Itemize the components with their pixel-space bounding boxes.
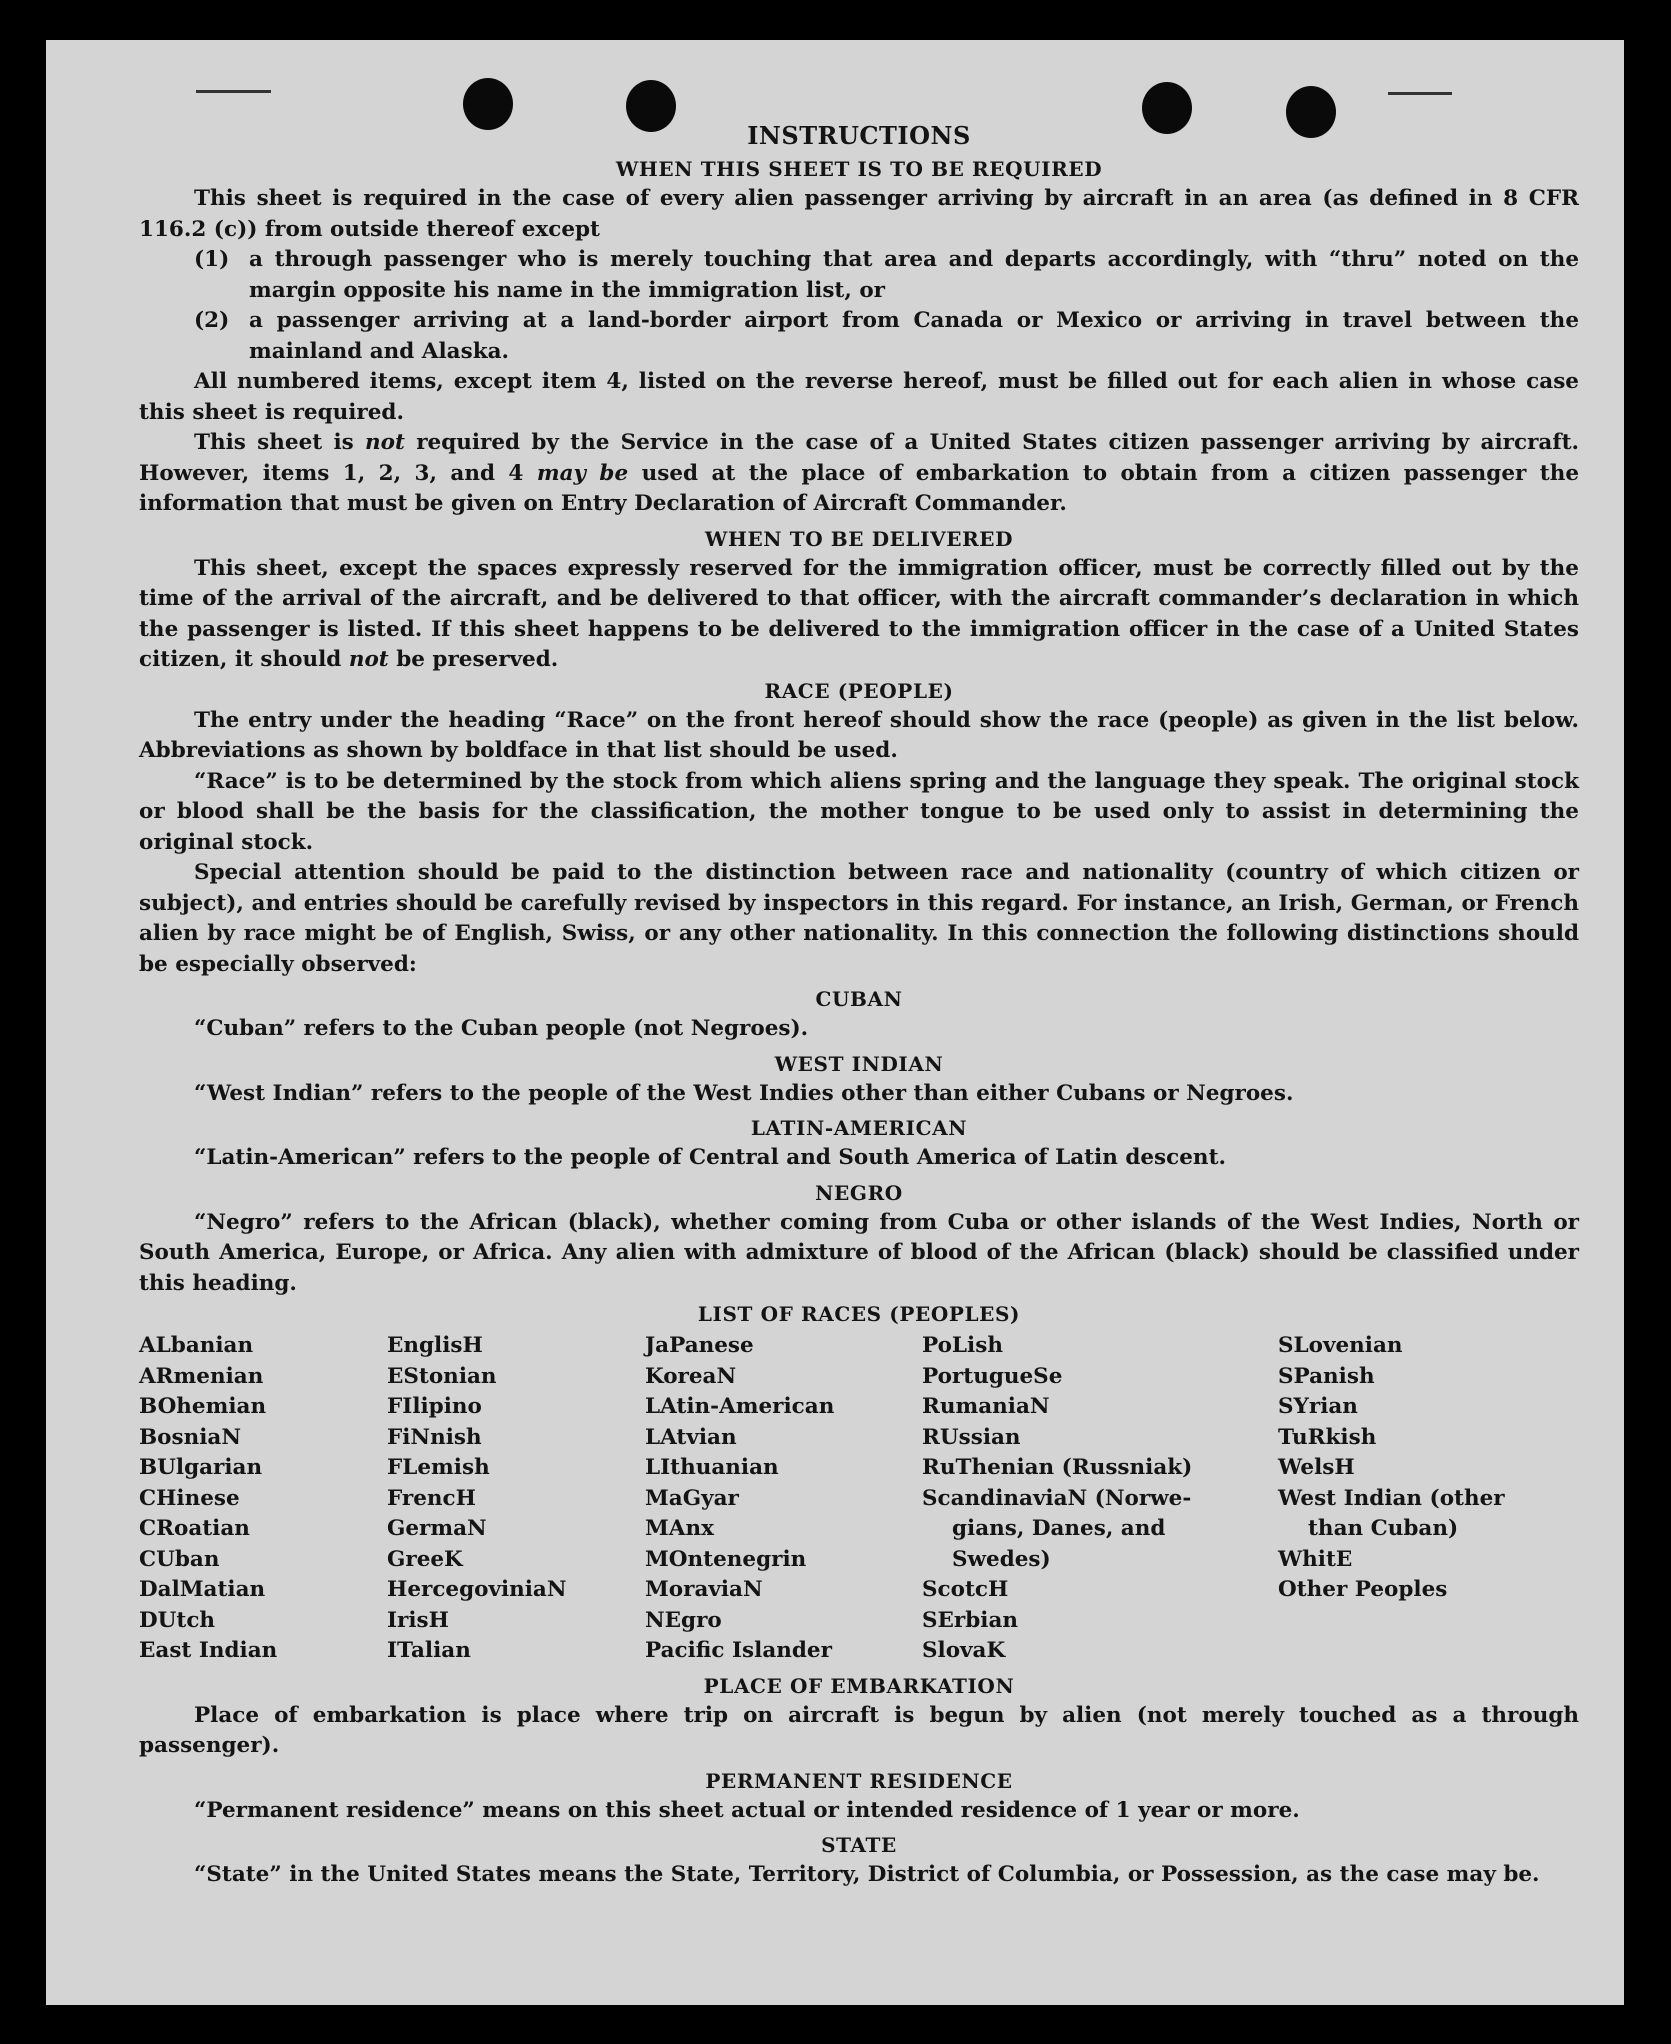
race-entry: ALbanian [139, 1333, 254, 1358]
race-entry: EnglisH [387, 1333, 483, 1358]
race-entry: SErbian [922, 1607, 1019, 1633]
race-entry: LIthuanian [645, 1455, 779, 1480]
race-entry: RuThenian (Russniak) [922, 1455, 1193, 1480]
paragraph: All numbered items, except item 4, listed on the reverse hereof, must be filled out for each alien in whose case this sheet is required. [139, 369, 1579, 425]
race-entry: RUssian [922, 1424, 1021, 1450]
race-entry: BOhemian [139, 1394, 267, 1419]
race-column [645, 1331, 922, 1667]
race-column [1278, 1331, 1528, 1667]
race-entry: BUlgarian [139, 1455, 263, 1480]
margin-mark [196, 90, 271, 93]
race-entry: DalMatian [139, 1577, 266, 1602]
race-entry: ITalian [387, 1638, 471, 1663]
section-heading: LIST OF RACES (PEOPLES) [697, 1302, 1021, 1326]
paragraph: This sheet is required in the case of every alien passenger arriving by aircraft in an area (as defined in 8 CFR 116.2 (c)) from outside thereof except [139, 186, 1579, 242]
race-entry: gians, Danes, and [952, 1516, 1166, 1541]
item-number: (1) [194, 247, 230, 272]
list-item [194, 245, 1579, 306]
section-heading: NEGRO [815, 1180, 903, 1205]
race-entry: RumaniaN [922, 1394, 1050, 1419]
race-entry: SYrian [1278, 1394, 1358, 1419]
list-item [194, 306, 1579, 367]
race-entry: LAtin-American [645, 1394, 835, 1419]
margin-mark [1388, 92, 1452, 95]
race-entry: GreeK [387, 1546, 463, 1572]
paragraph: The entry under the heading “Race” on the front hereof should show the race (people) as given in the list below. Abbreviations as shown by boldface in that list should be used. [139, 707, 1579, 763]
race-entry: Pacific Islander [645, 1638, 832, 1663]
section-heading: RACE (PEOPLE) [764, 678, 954, 703]
document-sheet [46, 40, 1624, 2005]
paragraph: This sheet is not required by the Service in the case of a United States citizen passenger arriving by aircraft. However, items 1, 2, 3, and 4 may be used at the place of embarkation to obtain from a citizen passenger the information that must be given on Entry Declaration of Aircraft Commander. [139, 430, 1579, 516]
race-entry: ScandinaviaN (Norwe- [922, 1485, 1192, 1511]
race-column [139, 1331, 387, 1667]
paragraph: “Latin-American” refers to the people of Central and South America of Latin descent. [194, 1145, 1226, 1170]
race-entry: ARmenian [139, 1363, 264, 1389]
race-entry: CRoatian [139, 1516, 250, 1541]
paragraph: “Permanent residence” means on this sheet actual or intended residence of 1 year or more. [194, 1797, 1300, 1823]
race-entry: TuRkish [1278, 1424, 1377, 1450]
race-entry: than Cuban) [1308, 1516, 1459, 1541]
race-entry: CHinese [139, 1485, 240, 1511]
item-number: (2) [194, 308, 230, 333]
race-entry: East Indian [139, 1638, 278, 1663]
race-entry: LAtvian [645, 1424, 737, 1450]
race-entry: EStonian [387, 1363, 497, 1389]
section-heading: LATIN-AMERICAN [750, 1116, 968, 1140]
item-text: a passenger arriving at a land-border airport from Canada or Mexico or arriving in travel between the mainland and Alaska. [249, 308, 1579, 364]
section-heading: CUBAN [815, 987, 903, 1011]
race-entry: SLovenian [1278, 1333, 1403, 1358]
race-entry: Other Peoples [1278, 1577, 1448, 1602]
section-heading: WHEN THIS SHEET IS TO BE REQUIRED [615, 157, 1103, 181]
race-entry: West Indian (other [1278, 1485, 1505, 1511]
race-entry: FLemish [387, 1455, 490, 1480]
race-entry: IrisH [387, 1607, 449, 1633]
race-entry: SlovaK [922, 1638, 1006, 1663]
race-entry: SPanish [1278, 1363, 1375, 1389]
section-heading: WHEN TO BE DELIVERED [704, 526, 1014, 551]
race-entry: PoLish [922, 1333, 1003, 1358]
section-heading: PERMANENT RESIDENCE [705, 1768, 1013, 1793]
paragraph: “West Indian” refers to the people of the West Indies other than either Cubans or Negroes. [194, 1080, 1294, 1106]
race-entry: GermaN [387, 1516, 487, 1541]
paragraph: “State” in the United States means the State, Territory, District of Columbia, or Possession, as the case may be. [194, 1862, 1540, 1887]
race-entry: ScotcH [922, 1577, 1009, 1602]
race-entry: MOntenegrin [645, 1546, 807, 1572]
paragraph: “Race” is to be determined by the stock from which aliens spring and the language they speak. The original stock or blood shall be the basis for the classification, the mother tongue to be used only to assist in determining the original stock. [139, 768, 1579, 855]
race-column [387, 1331, 645, 1667]
race-entry: KoreaN [645, 1363, 737, 1389]
section-heading: WEST INDIAN [774, 1051, 944, 1076]
page-title: INSTRUCTIONS [747, 121, 971, 150]
item-text: a through passenger who is merely touching that area and departs accordingly, with “thru” noted on the margin opposite his name in the immigration list, or [249, 247, 1579, 303]
race-entry: MAnx [645, 1516, 714, 1541]
race-entry: FIlipino [387, 1394, 482, 1419]
race-entry: JaPanese [645, 1333, 754, 1358]
race-entry: MoraviaN [645, 1577, 763, 1602]
paragraph: “Cuban” refers to the Cuban people (not Negroes). [194, 1016, 809, 1041]
section-heading: PLACE OF EMBARKATION [703, 1673, 1015, 1698]
race-entry: HercegoviniaN [387, 1577, 567, 1602]
race-entry: WelsH [1278, 1455, 1355, 1480]
race-entry: CUban [139, 1546, 220, 1572]
paragraph: Special attention should be paid to the distinction between race and nationality (country of which citizen or subject), and entries should be carefully revised by inspectors in this regard. For instance, an Irish, German, or French alien by race might be of English, Swiss, or any other nationality. In this connection the following distinctions should be especially observed: [139, 860, 1579, 977]
paragraph: “Negro” refers to the African (black), whether coming from Cuba or other islands of the West Indies, North or South America, Europe, or Africa. Any alien with admixture of blood of the African (black) should be classified under this heading. [139, 1209, 1579, 1296]
race-entry: PortugueSe [922, 1363, 1063, 1389]
instructions-body [139, 118, 1579, 1891]
race-entry: FiNnish [387, 1424, 482, 1450]
race-entry: WhitE [1278, 1546, 1353, 1572]
race-list [139, 1331, 1579, 1667]
race-column [922, 1331, 1278, 1667]
paragraph: Place of embarkation is place where trip on aircraft is begun by alien (not merely touched as a through passenger). [139, 1702, 1579, 1758]
race-entry: BosniaN [139, 1424, 241, 1450]
section-heading: STATE [821, 1833, 897, 1857]
race-entry: MaGyar [645, 1485, 739, 1511]
race-entry: Swedes) [952, 1546, 1051, 1572]
race-entry: FrencH [387, 1485, 476, 1511]
race-entry: NEgro [645, 1607, 722, 1633]
race-entry: DUtch [139, 1607, 216, 1633]
paragraph: This sheet, except the spaces expressly reserved for the immigration officer, must be correctly filled out by the time of the arrival of the aircraft, and be delivered to that officer, with the aircraft commander’s declaration in which the passenger is listed. If this sheet happens to be delivered to the immigration officer in the case of a United States citizen, it should not be preserved. [139, 555, 1579, 672]
